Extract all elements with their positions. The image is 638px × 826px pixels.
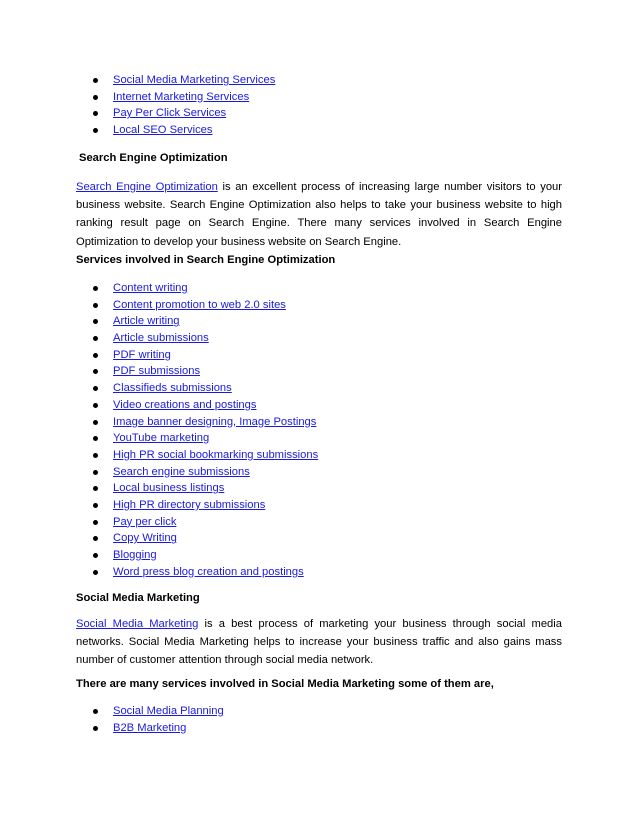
list-item xyxy=(91,89,591,106)
bullet-icon xyxy=(93,386,98,391)
seo-services-heading: Services involved in Search Engine Optimization xyxy=(76,254,336,266)
list-item xyxy=(91,380,591,397)
list-item xyxy=(91,430,591,447)
service-link[interactable]: Content promotion to web 2.0 sites xyxy=(113,298,286,311)
service-link[interactable]: Pay per click xyxy=(113,515,177,528)
service-link[interactable]: Copy Writing xyxy=(113,532,177,545)
link-local-seo-services[interactable]: Local SEO Services xyxy=(113,124,213,137)
smm-inline-link[interactable]: Social Media Marketing xyxy=(76,618,199,630)
list-item xyxy=(91,564,591,581)
service-link[interactable]: Local business listings xyxy=(113,482,225,495)
service-link[interactable]: Social Media Planning xyxy=(113,705,224,717)
bullet-icon xyxy=(93,111,98,116)
bullet-icon xyxy=(93,520,98,525)
list-item xyxy=(91,464,591,481)
list-item xyxy=(91,313,591,330)
seo-inline-link[interactable]: Search Engine Optimization xyxy=(76,181,218,193)
link-social-media-marketing-services[interactable]: Social Media Marketing Services xyxy=(113,74,276,86)
service-link[interactable]: High PR directory submissions xyxy=(113,498,266,511)
bullet-icon xyxy=(93,369,98,374)
list-item xyxy=(91,703,591,720)
seo-heading: Search Engine Optimization xyxy=(79,152,228,164)
service-link[interactable]: Word press blog creation and postings xyxy=(113,565,304,578)
list-item xyxy=(91,105,591,122)
smm-services-heading: There are many services involved in Social Media Marketing some of them are, xyxy=(76,678,494,690)
seo-paragraph xyxy=(76,178,562,251)
bullet-icon xyxy=(93,95,98,100)
bullet-icon xyxy=(93,78,98,83)
list-item xyxy=(91,122,591,139)
service-link[interactable]: Blogging xyxy=(113,549,157,561)
seo-services-list xyxy=(91,280,591,580)
bullet-icon xyxy=(93,128,98,133)
list-item xyxy=(91,720,591,737)
service-link[interactable]: Search engine submissions xyxy=(113,465,250,478)
service-link[interactable]: Article submissions xyxy=(113,332,209,345)
list-item xyxy=(91,280,591,297)
list-item xyxy=(91,547,591,564)
smm-heading: Social Media Marketing xyxy=(76,592,200,604)
services-list-top xyxy=(91,72,591,139)
service-link[interactable]: Image banner designing, Image Postings xyxy=(113,415,317,428)
list-item xyxy=(91,497,591,514)
bullet-icon xyxy=(93,303,98,308)
service-link[interactable]: PDF submissions xyxy=(113,365,201,378)
list-item xyxy=(91,480,591,497)
list-item xyxy=(91,514,591,531)
service-link[interactable]: B2B Marketing xyxy=(113,721,187,734)
list-item xyxy=(91,72,591,89)
bullet-icon xyxy=(93,570,98,575)
link-pay-per-click-services[interactable]: Pay Per Click Services xyxy=(113,107,227,120)
list-item xyxy=(91,297,591,314)
service-link[interactable]: YouTube marketing xyxy=(113,432,210,445)
service-link[interactable]: High PR social bookmarking submissions xyxy=(113,448,319,461)
list-item xyxy=(91,363,591,380)
list-item xyxy=(91,330,591,347)
seo-paragraph-text: is an excellent process of increasing large number visitors to your business website. Search Engine Optimization also helps to take your business website to high ranking result page on Search Engine. There many services involved in Search Engine Optimization to develop your business website on Search Engine. xyxy=(76,181,562,248)
bullet-icon xyxy=(93,436,98,441)
smm-paragraph-text: is a best process of marketing your business through social media networks. Social Media Marketing helps to increase your business traffic and also gains mass number of customer attention through social media network. xyxy=(76,618,562,667)
bullet-icon xyxy=(93,470,98,475)
bullet-icon xyxy=(93,503,98,508)
service-link[interactable]: Content writing xyxy=(113,282,188,294)
list-item xyxy=(91,414,591,431)
bullet-icon xyxy=(93,709,98,714)
list-item xyxy=(91,397,591,414)
service-link[interactable]: PDF writing xyxy=(113,348,171,361)
bullet-icon xyxy=(93,553,98,558)
list-item xyxy=(91,447,591,464)
service-link[interactable]: Video creations and postings xyxy=(113,398,257,411)
list-item xyxy=(91,530,591,547)
service-link[interactable]: Classifieds submissions xyxy=(113,382,232,395)
bullet-icon xyxy=(93,286,98,291)
bullet-icon xyxy=(93,420,98,425)
bullet-icon xyxy=(93,453,98,458)
bullet-icon xyxy=(93,336,98,341)
smm-services-list xyxy=(91,703,591,736)
bullet-icon xyxy=(93,536,98,541)
bullet-icon xyxy=(93,353,98,358)
smm-paragraph xyxy=(76,615,562,670)
list-item xyxy=(91,347,591,364)
bullet-icon xyxy=(93,403,98,408)
bullet-icon xyxy=(93,486,98,491)
bullet-icon xyxy=(93,319,98,324)
link-internet-marketing-services[interactable]: Internet Marketing Services xyxy=(113,90,250,103)
service-link[interactable]: Article writing xyxy=(113,315,180,328)
bullet-icon xyxy=(93,726,98,731)
